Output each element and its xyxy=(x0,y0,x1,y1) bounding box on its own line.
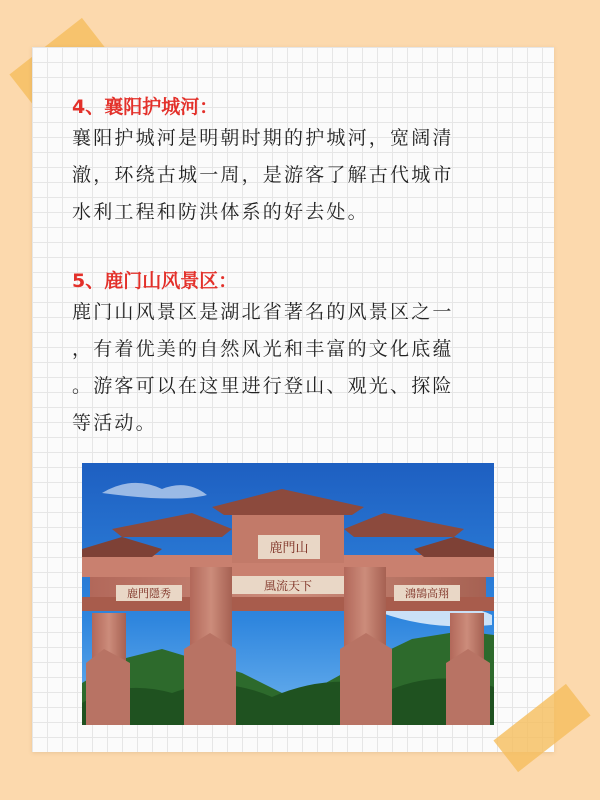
section-4-line: 水利工程和防洪体系的好去处。 xyxy=(72,201,369,223)
section-5-body xyxy=(72,294,542,442)
section-5-line: 鹿门山风景区是湖北省著名的风景区之一 xyxy=(72,301,454,323)
section-5-line: ，有着优美的自然风光和丰富的文化底蕴 xyxy=(72,338,454,360)
section-4-body xyxy=(72,120,542,231)
section-5-line: 等活动。 xyxy=(72,412,157,434)
plaque-top: 鹿門山 xyxy=(269,541,309,556)
section-4-heading: 4、襄阳护城河： xyxy=(72,96,219,118)
plaque-middle: 風流天下 xyxy=(263,579,313,593)
section-4-line: 澈，环绕古城一周，是游客了解古代城市 xyxy=(72,164,454,186)
lumen-mountain-gate-photo xyxy=(82,463,494,725)
plaque-right: 鴻鵠高翔 xyxy=(405,587,449,600)
plaque-left: 鹿門隱秀 xyxy=(127,587,171,600)
section-5-line: 。游客可以在这里进行登山、观光、探险 xyxy=(72,375,454,397)
section-5-heading: 5、鹿门山风景区： xyxy=(72,270,238,292)
section-4-line: 襄阳护城河是明朝时期的护城河，宽阔清 xyxy=(72,127,454,149)
photo-illustration xyxy=(82,463,494,725)
